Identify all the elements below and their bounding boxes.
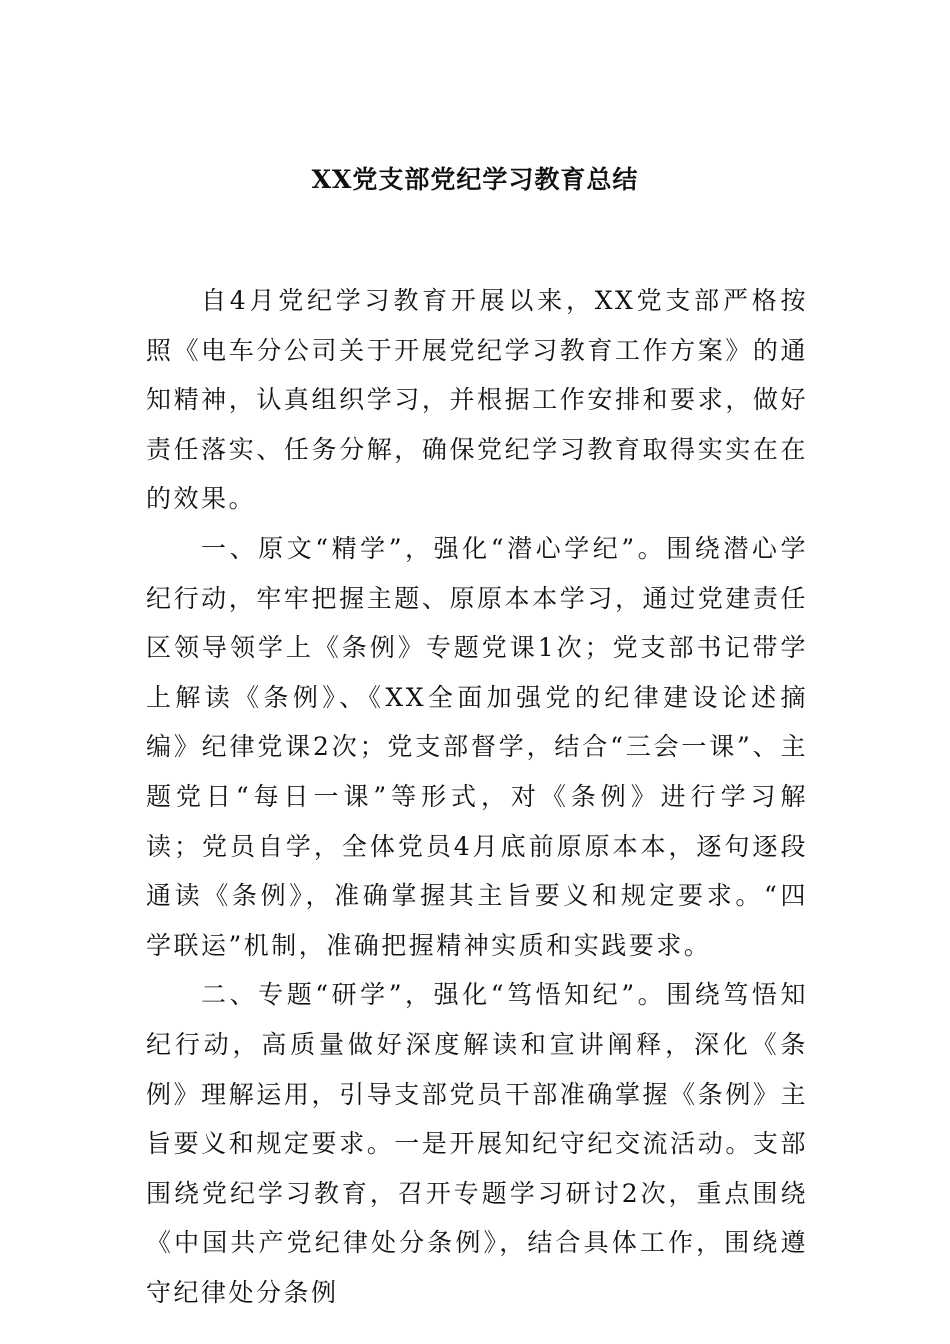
paragraph-intro: 自4月党纪学习教育开展以来，XX党支部严格按照《电车分公司关于开展党纪学习教育工作方案》的通知精神，认真组织学习，并根据工作安排和要求，做好责任落实、任务分解，确保党纪学习教育取得实实在在的效果。 — [146, 286, 808, 514]
document-title: XX党支部党纪学习教育总结 — [311, 165, 639, 194]
paragraph-section-one: 一、原文“精学”，强化“潜心学纪”。围绕潜心学纪行动，牢牢把握主题、原原本本学习，通过党建责任区领导领学上《条例》专题党课1次；党支部书记带学上解读《条例》、《XX全面加强党的纪律建设论述摘编》纪律党课2次；党支部督学，结合“三会一课”、主题党日“每日一课”等形式，对《条例》进行学习解读；党员自学，全体党员4月底前原原本本，逐句逐段通读《条例》，准确掌握其主旨要义和规定要求。“四学联运”机制，准确把握精神实质和实践要求。 — [146, 533, 808, 960]
paragraph-section-two: 二、专题“研学”，强化“笃悟知纪”。围绕笃悟知纪行动，高质量做好深度解读和宣讲阐释，深化《条例》理解运用，引导支部党员干部准确掌握《条例》主旨要义和规定要求。一是开展知纪守纪交流活动。支部围绕党纪学习教育，召开专题学习研讨2次，重点围绕《中国共产党纪律处分条例》，结合具体工作，围绕遵守纪律处分条例 — [146, 980, 808, 1307]
document-body — [146, 276, 808, 1317]
